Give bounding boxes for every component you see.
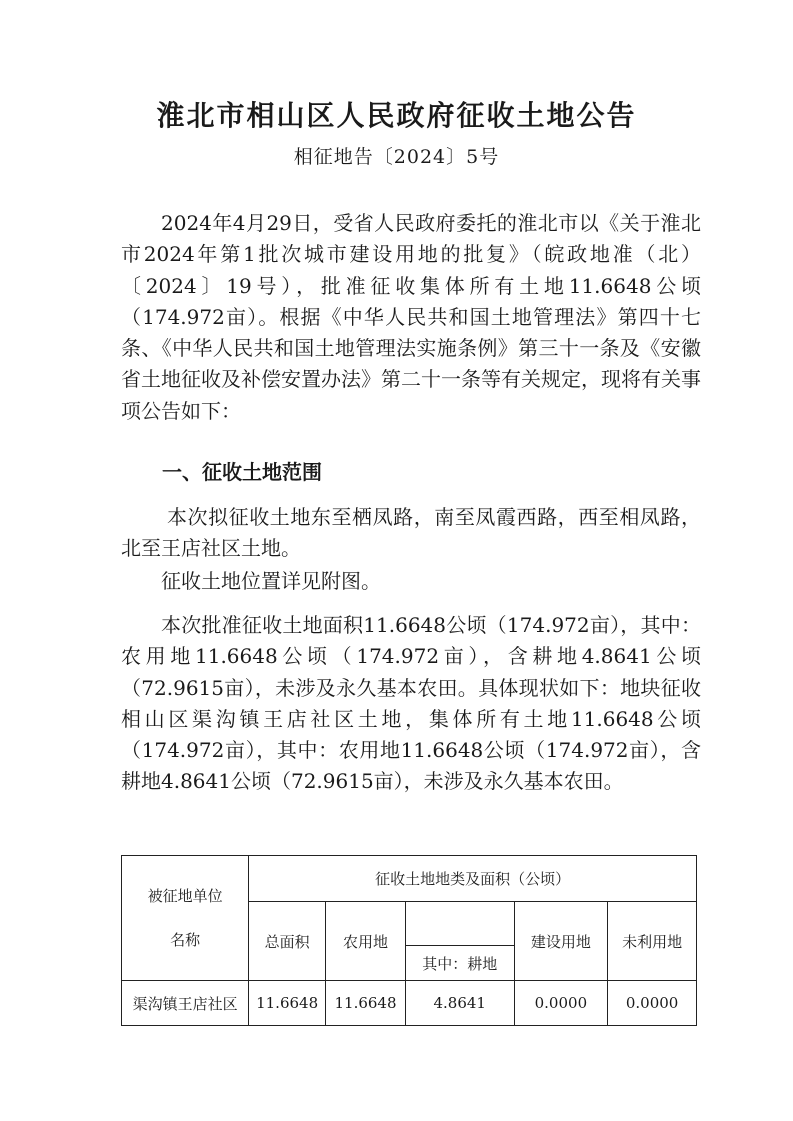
unit-header-line2: 名称 bbox=[170, 931, 201, 949]
cell-agricultural: 11.6648 bbox=[326, 981, 406, 1026]
cell-unit: 渠沟镇王店社区 bbox=[122, 981, 249, 1026]
table-header-unit bbox=[122, 856, 249, 981]
cell-construction: 0.0000 bbox=[514, 981, 608, 1026]
cell-unused: 0.0000 bbox=[608, 981, 697, 1026]
table-header-blank bbox=[405, 902, 514, 946]
document-number: 相征地告〔2024〕5号 bbox=[293, 146, 500, 168]
location-paragraph: 征收土地位置详见附图。 bbox=[161, 569, 381, 593]
area-paragraph: 本次批准征收土地面积11.6648公顷（174.972亩），其中：农用地11.6648公顷（174.972亩），含耕地4.8641公顷（72.9615亩），未涉及永久基本农田。具体现状如下：地块征收相山区渠沟镇王店社区土地，集体所有土地11.6648公顷（174.972亩），其中：农用地11.6648公顷（174.972亩），含耕地4.8641公顷（72.9615亩），未涉及永久基本农田。 bbox=[121, 613, 701, 794]
document-title: 淮北市相山区人民政府征收土地公告 bbox=[156, 99, 637, 132]
land-area-table bbox=[121, 855, 697, 1026]
table-header-unused: 未利用地 bbox=[608, 902, 697, 981]
intro-paragraph: 2024年4月29日，受省人民政府委托的淮北市以《关于淮北市2024年第1批次城市建设用地的批复》（皖政地准（北）〔2024〕19号），批准征收集体所有土地11.6648公顷（174.972亩）。根据《中华人民共和国土地管理法》第四十七条、《中华人民共和国土地管理法实施条例》第三十一条及《安徽省土地征收及补偿安置办法》第二十一条等有关规定，现将有关事项公告如下： bbox=[121, 211, 701, 423]
table-header-construction: 建设用地 bbox=[514, 902, 608, 981]
section-heading-scope: 一、征收土地范围 bbox=[162, 460, 322, 484]
table-row bbox=[122, 981, 697, 1026]
table-header-cultivated: 其中：耕地 bbox=[405, 946, 514, 981]
cell-cultivated: 4.8641 bbox=[405, 981, 514, 1026]
cell-total: 11.6648 bbox=[249, 981, 326, 1026]
unit-header-line1: 被征地单位 bbox=[147, 887, 223, 905]
scope-paragraph: 本次拟征收土地东至栖凤路，南至凤霞西路，西至相凤路，北至王店社区土地。 bbox=[121, 505, 701, 561]
table-header-total: 总面积 bbox=[249, 902, 326, 981]
table-header-agricultural: 农用地 bbox=[326, 902, 406, 981]
table-header-group: 征收土地地类及面积（公顷） bbox=[249, 856, 697, 902]
